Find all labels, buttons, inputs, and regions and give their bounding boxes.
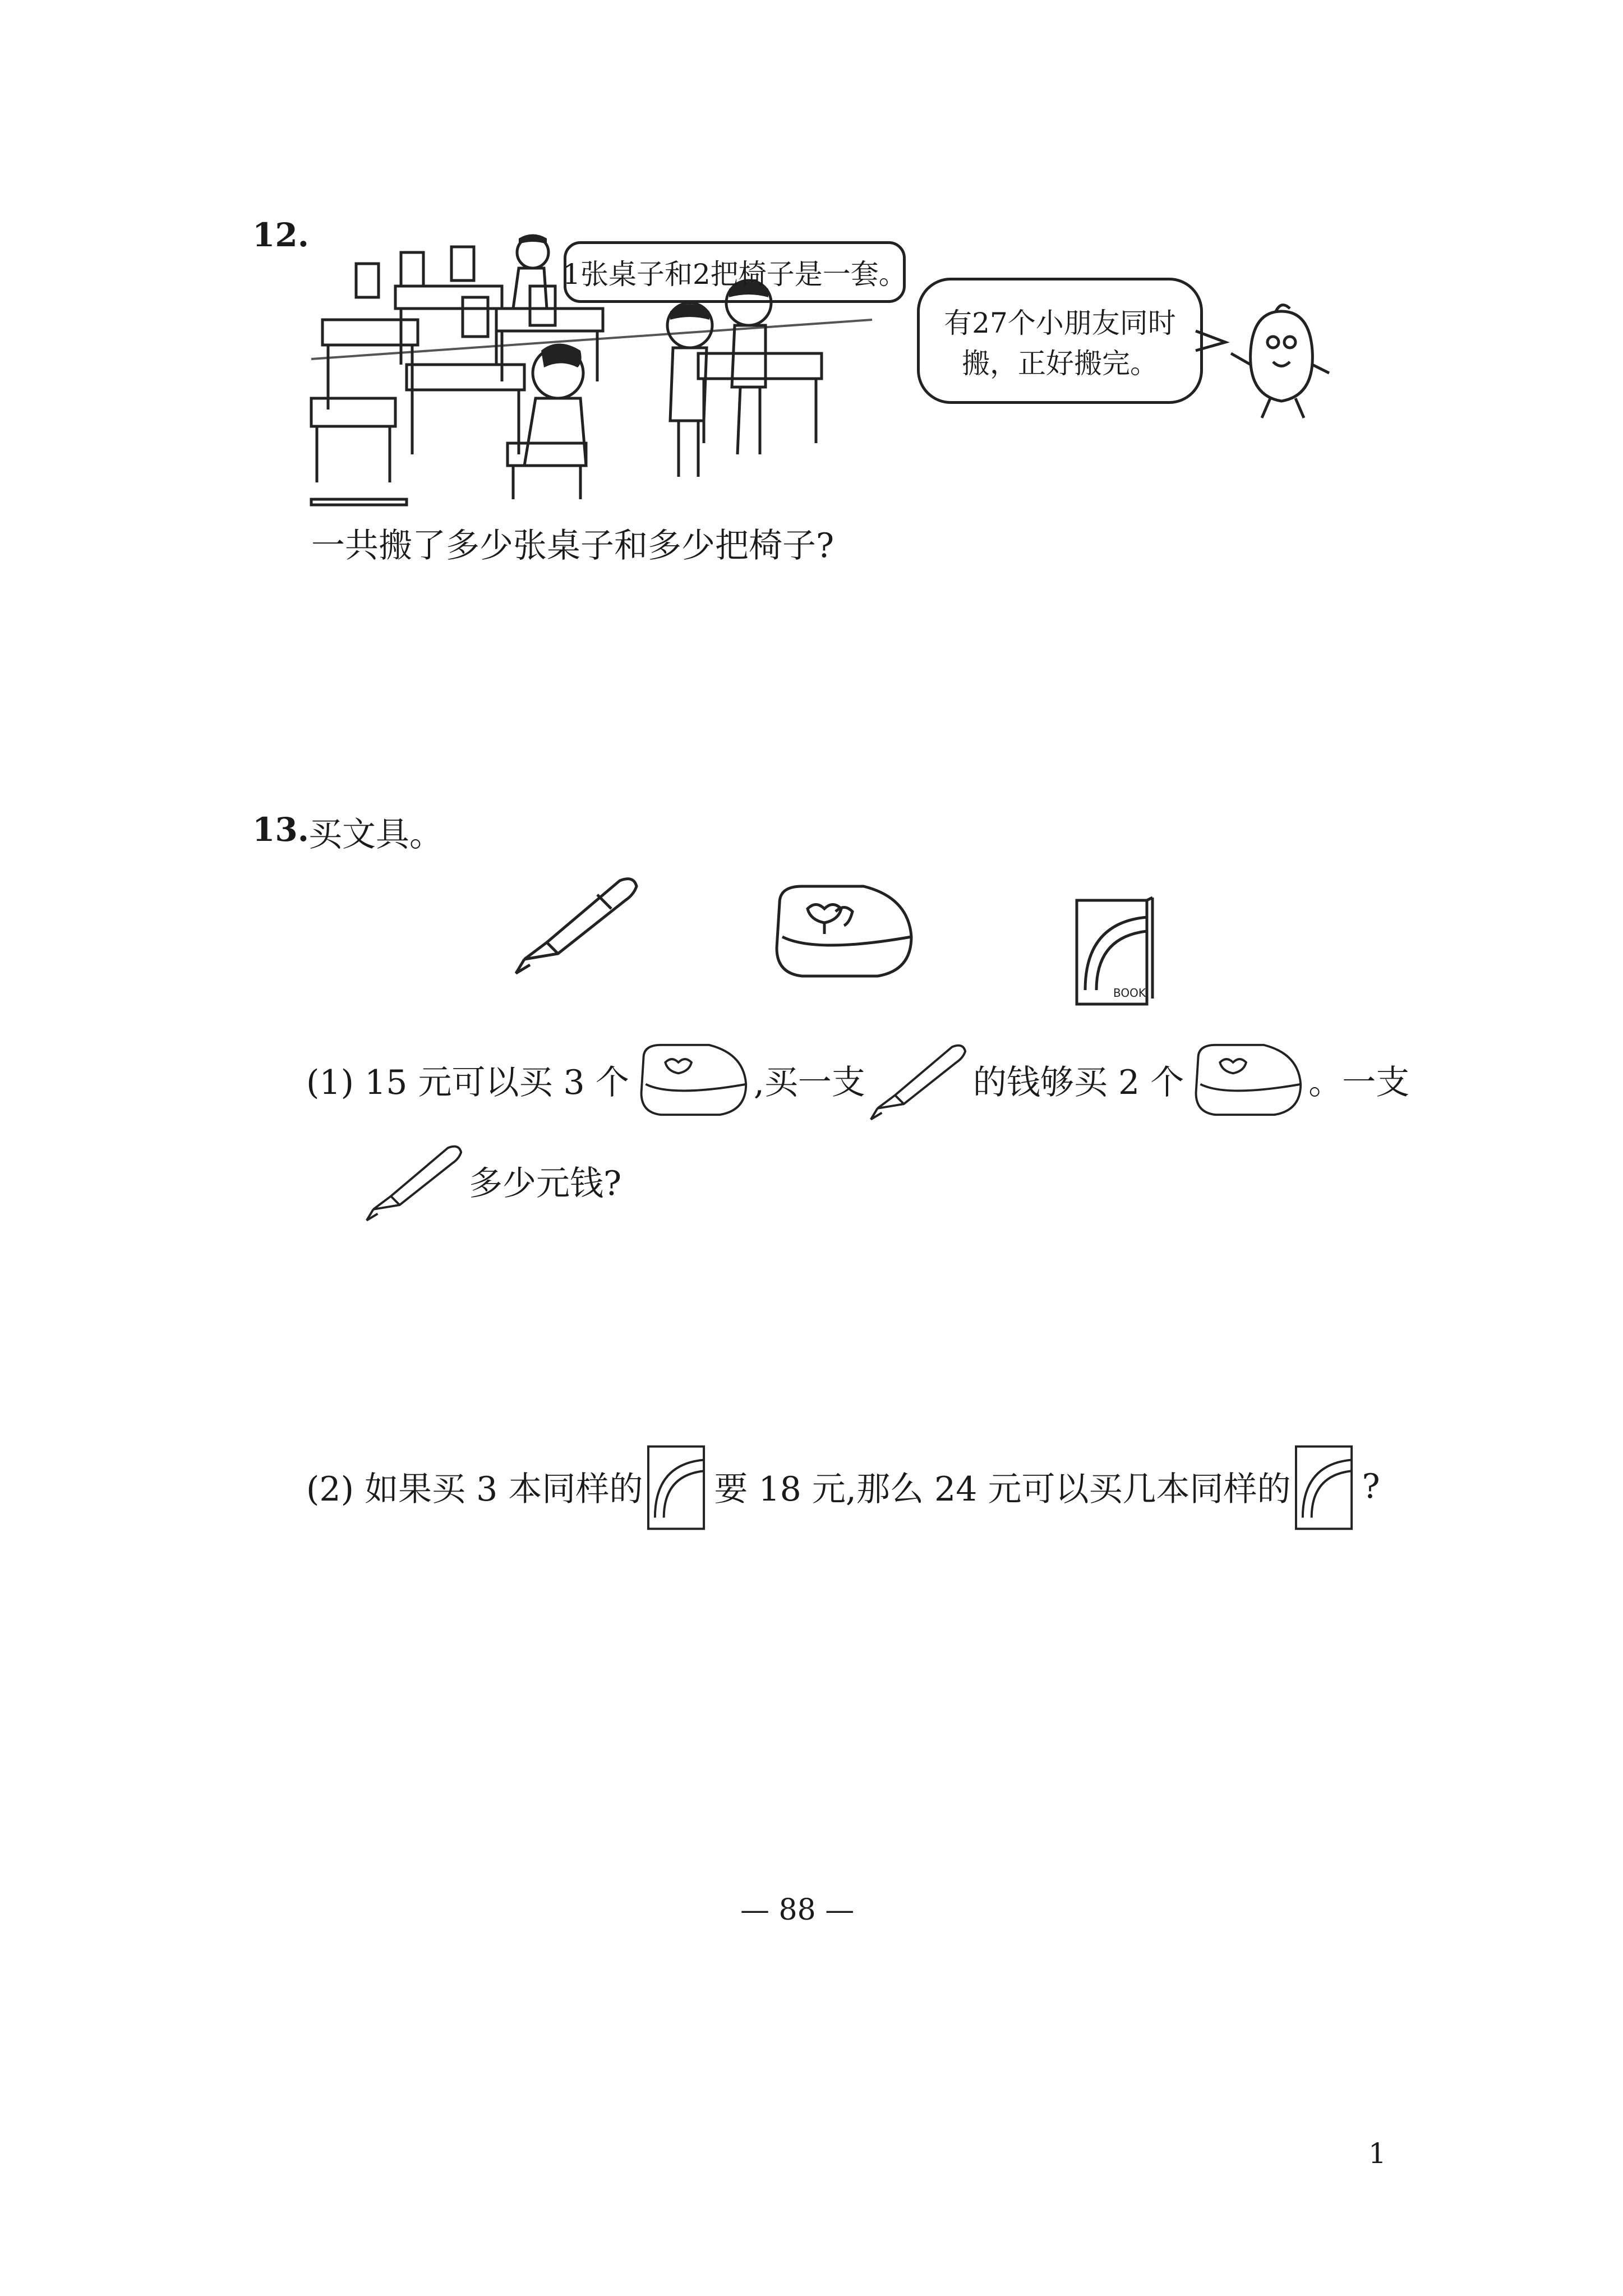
speech-bubble-right — [917, 278, 1203, 404]
book-icon — [1074, 895, 1155, 1007]
book-icon — [1294, 1442, 1358, 1531]
speech-bubble-left-text: 1张桌子和2把椅子是一套。 — [562, 258, 907, 291]
part2-text-c: ? — [1362, 1467, 1380, 1506]
part1-text-c: 的钱够买 2 个 — [972, 1063, 1184, 1102]
part1-text-a: (1) 15 元可以买 3 个 — [306, 1063, 629, 1102]
part2-text-b: 要 18 元,那么 24 元可以买几本同样的 — [714, 1470, 1291, 1509]
question-12-text: 一共搬了多少张桌子和多少把椅子? — [311, 526, 834, 565]
pencil-case-icon — [1187, 1041, 1305, 1119]
mascot-illustration — [1228, 303, 1335, 421]
bubble-tail — [1195, 325, 1228, 359]
question-13-title: 买文具。 — [308, 815, 443, 854]
pen-icon — [365, 1139, 465, 1223]
page-number-center: — 88 — — [740, 1893, 855, 1927]
pencil-case-icon — [768, 881, 914, 982]
question-13-part1-line1 — [303, 1038, 1413, 1122]
pencil-case-icon — [633, 1041, 750, 1119]
speech-bubble-left — [564, 241, 906, 303]
part1-text-d: 。一支 — [1308, 1063, 1410, 1102]
part2-text-a: (2) 如果买 3 本同样的 — [306, 1470, 643, 1509]
speech-bubble-right-line2: 搬，正好搬完。 — [962, 347, 1158, 380]
question-13-number: 13. — [252, 811, 309, 849]
book-icon — [646, 1442, 711, 1531]
part1-text-e: 多少元钱? — [469, 1164, 622, 1203]
pen-icon — [513, 869, 642, 976]
page-number-corner: 1 — [1368, 2137, 1386, 2170]
part1-text-b: ,买一支 — [753, 1063, 865, 1102]
question-13-part1-line2 — [365, 1139, 625, 1223]
question-12-number: 12. — [252, 216, 309, 254]
speech-bubble-right-line1: 有27个小朋友同时 — [944, 306, 1176, 339]
pen-icon — [869, 1038, 970, 1122]
book-cover-text: BOOK — [1113, 986, 1146, 1000]
question-13-part2-line — [303, 1442, 1384, 1531]
